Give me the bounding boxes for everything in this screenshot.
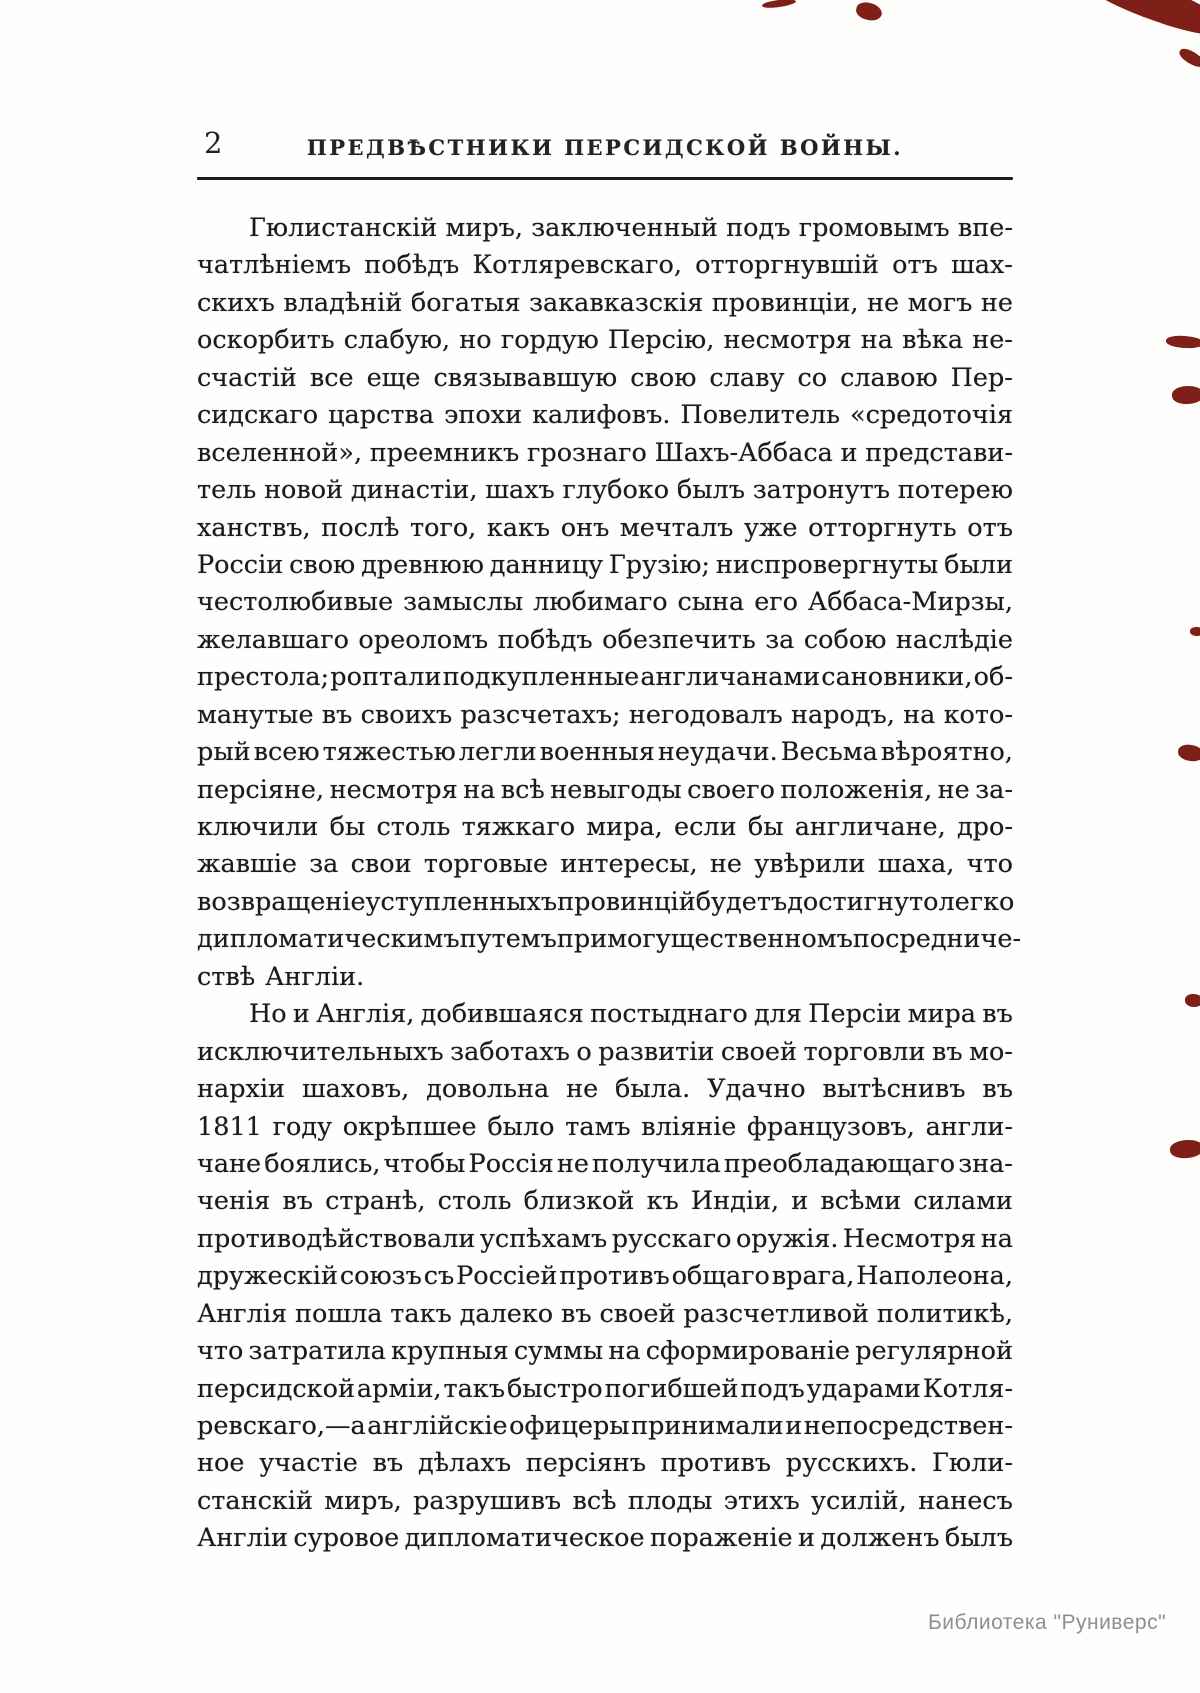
scan-edge-mark [1166, 335, 1200, 349]
text-line: Англія пошла такъ далеко въ своей разсчетливой политикѣ, [197, 1298, 1013, 1329]
text-line: чане боялись, чтобы Россія не получила преобладающаго зна- [197, 1148, 1013, 1179]
text-line: возвращеніе уступленныхъ провинцій будетъ достигнуто легко [197, 886, 1015, 917]
text-line: нархіи шаховъ, довольна не была. Удачно вытѣснивъ въ [197, 1074, 1013, 1105]
text-line: манутые въ своихъ разсчетахъ; негодовалъ народъ, на кото- [197, 699, 1013, 730]
text-line: Англіи суровое дипломатическое пораженіе и долженъ былъ [197, 1523, 1013, 1554]
text-line: ревскаго,—а англійскіе офицеры принимали и непосредствен- [197, 1411, 1013, 1441]
text-line: Но и Англія, добившаяся постыднаго для Персіи мира въ [249, 999, 1013, 1030]
text-line: ханствъ, послѣ того, какъ онъ мечталъ уже отторгнуть отъ [197, 512, 1013, 543]
text-line: скихъ владѣній богатыя закавказскія провинціи, не могъ не [197, 287, 1013, 318]
text-line: ключили бы столь тяжкаго мира, если бы англичане, дро- [197, 812, 1013, 842]
page-number: 2 [204, 126, 223, 160]
text-line: ствѣ Англіи. [197, 961, 365, 992]
scan-edge-mark [1185, 994, 1200, 1007]
text-line: желавшаго ореоломъ побѣдъ обезпечить за собою наслѣдіе [197, 624, 1013, 655]
text-line: Россіи свою древнюю данницу Грузію; ниспровергнуты были [197, 549, 1013, 580]
text-line: вселенной», преемникъ грознаго Шахъ-Аббаса и представи- [197, 437, 1013, 468]
text-line: жавшіе за свои торговые интересы, не увѣрили шаха, что [197, 849, 1013, 880]
text-line: персіяне, несмотря на всѣ невыгоды своего положенія, не за- [197, 774, 1013, 805]
text-line: оскорбить слабую, но гордую Персію, несмотря на вѣка не- [197, 325, 1013, 356]
text-line: противодѣйствовали успѣхамъ русскаго оружія. Несмотря на [197, 1223, 1013, 1254]
text-line: ченія въ странѣ, столь близкой къ Индіи, и всѣми силами [197, 1186, 1013, 1217]
scan-edge-mark [1171, 385, 1200, 405]
scan-edge-mark [1177, 743, 1200, 762]
header-rule-divider [197, 177, 1013, 180]
body-text [197, 210, 1022, 1558]
scan-edge-mark [855, 0, 884, 22]
scan-edge-mark [1074, 0, 1200, 46]
text-line: счастій все еще связывавшую свою славу со славою Пер- [197, 362, 1013, 393]
text-line: исключительныхъ заботахъ о развитіи своей торговли въ мо- [197, 1036, 1013, 1067]
text-line: дипломатическимъ путемъ при могущественномъ посредниче- [197, 924, 1022, 955]
text-line: престола; роптали подкупленные англичанами сановники, об- [197, 662, 1013, 693]
scan-edge-mark [762, 0, 797, 9]
running-header: ПРЕДВѢСТНИКИ ПЕРСИДСКОЙ ВОЙНЫ. [306, 135, 904, 160]
text-line: Гюлистанскій миръ, заключенный подъ громовымъ впе- [249, 213, 1013, 243]
text-line: честолюбивые замыслы любимаго сына его Аббаса-Мирзы, [197, 587, 1013, 618]
text-line: дружескій союзъ съ Россіей противъ общаго врага, Наполеона, [197, 1261, 1013, 1292]
text-line: ное участіе въ дѣлахъ персіянъ противъ русскихъ. Гюли- [197, 1448, 1013, 1479]
text-line: станскій миръ, разрушивъ всѣ плоды этихъ усилій, нанесъ [197, 1485, 1013, 1516]
library-watermark: Библиотека "Руниверс" [928, 1611, 1167, 1634]
scan-edge-mark [1177, 46, 1200, 70]
scan-edge-mark [1190, 627, 1200, 636]
text-line: что затратила крупныя суммы на сформированіе регулярной [197, 1336, 1013, 1367]
text-line: тель новой династіи, шахъ глубоко былъ затронутъ потерею [197, 475, 1013, 506]
text-line: 1811 году окрѣпшее было тамъ вліяніе французовъ, англи- [197, 1111, 1013, 1142]
scan-edge-mark [1169, 1138, 1200, 1159]
text-line: персидской арміи, такъ быстро погибшей подъ ударами Котля- [197, 1373, 1013, 1404]
text-line: чатлѣніемъ побѣдъ Котляревскаго, отторгнувшій отъ шах- [197, 250, 1013, 281]
text-line: рый всею тяжестью легли военныя неудачи. Весьма вѣроятно, [197, 737, 1013, 768]
text-line: сидскаго царства эпохи калифовъ. Повелитель «средоточія [197, 400, 1013, 431]
